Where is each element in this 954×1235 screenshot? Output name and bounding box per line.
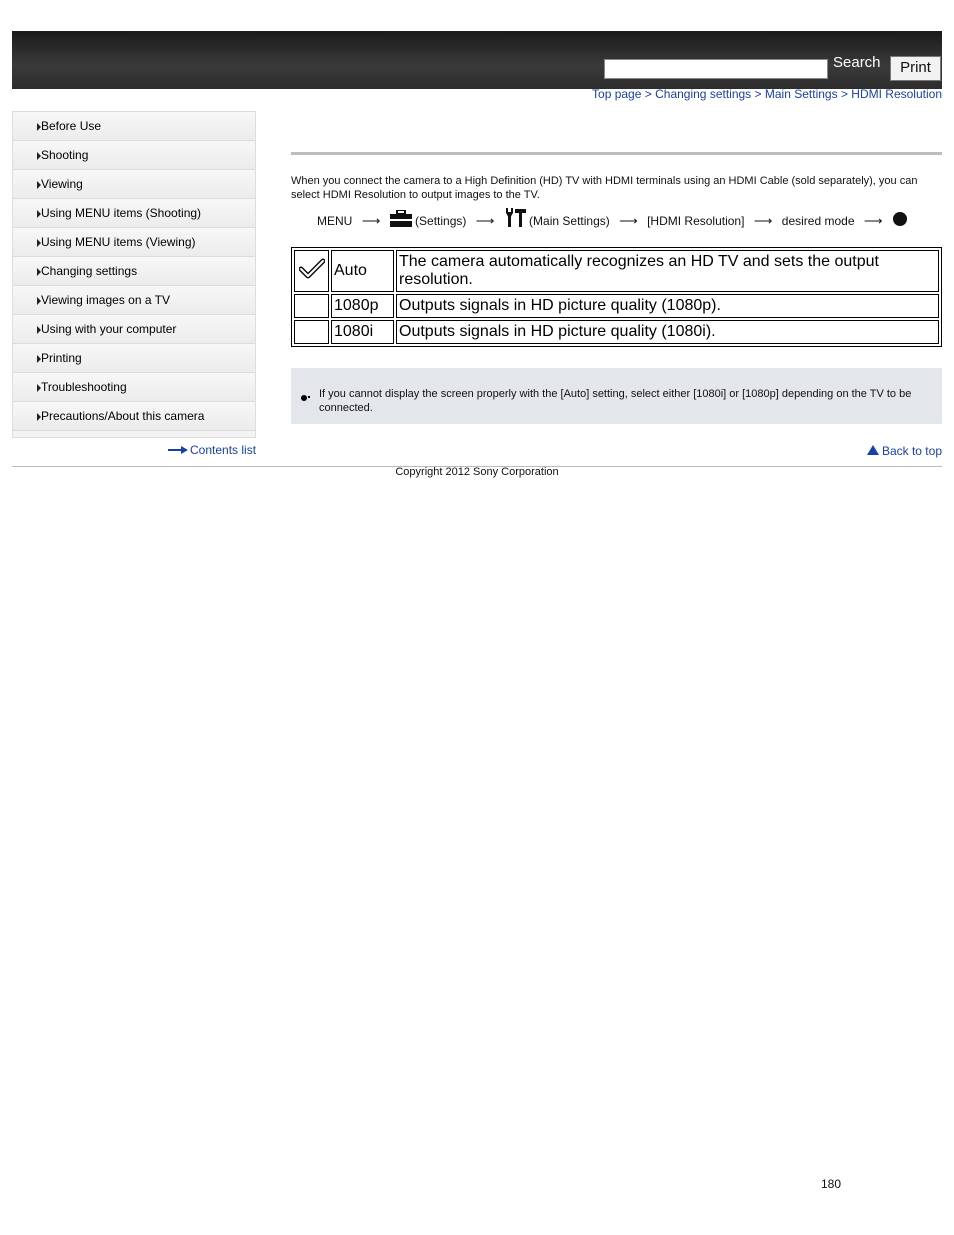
back-to-top-label: Back to top bbox=[881, 444, 942, 458]
sidebar-item-label: Changing settings bbox=[41, 264, 138, 278]
sidebar-item-label: Viewing bbox=[41, 177, 83, 191]
mode-description: Outputs signals in HD picture quality (1080p). bbox=[396, 294, 939, 318]
breadcrumb-separator: > bbox=[840, 87, 848, 101]
sidebar-item-shooting[interactable] bbox=[13, 141, 255, 170]
checkmark-icon bbox=[299, 258, 325, 280]
sidebar bbox=[12, 111, 256, 438]
sidebar-item-menu-shooting[interactable] bbox=[13, 199, 255, 228]
mode-table bbox=[291, 247, 942, 347]
sidebar-item-printing[interactable] bbox=[13, 344, 255, 373]
menu-path-hdmi: [HDMI Resolution] bbox=[647, 214, 745, 228]
note-box bbox=[291, 368, 942, 424]
sidebar-item-changing-settings[interactable] bbox=[13, 257, 255, 286]
triangle-right-icon bbox=[37, 123, 41, 131]
menu-path-desired: desired mode bbox=[781, 214, 855, 228]
bullet-icon bbox=[301, 395, 307, 401]
triangle-right-icon bbox=[37, 210, 41, 218]
contents-list-label: Contents list bbox=[190, 443, 257, 457]
arrow-right-icon: ⟶ bbox=[753, 213, 773, 228]
triangle-right-icon bbox=[37, 268, 41, 276]
sidebar-item-label: Using with your computer bbox=[41, 322, 177, 336]
intro-text: When you connect the camera to a High Definition (HD) TV with HDMI terminals using an HDMI Cable (sold separately), you can select HDMI Resolution to output images to the TV. bbox=[291, 175, 918, 201]
table-row bbox=[294, 250, 939, 292]
sidebar-item-label: Viewing images on a TV bbox=[41, 293, 170, 307]
menu-path-settings: (Settings) bbox=[415, 214, 467, 228]
mode-description: The camera automatically recognizes an HD TV and sets the output resolution. bbox=[396, 250, 939, 292]
triangle-right-icon bbox=[37, 181, 41, 189]
sidebar-item-label: Precautions/About this camera bbox=[41, 409, 205, 423]
breadcrumb-hdmi-resolution[interactable]: HDMI Resolution bbox=[851, 87, 942, 101]
triangle-right-icon bbox=[37, 355, 41, 363]
arrow-right-icon: ⟶ bbox=[863, 213, 883, 228]
sidebar-item-before-use[interactable] bbox=[13, 112, 255, 141]
copyright-text: Copyright 2012 Sony Corporation bbox=[395, 466, 559, 478]
print-button[interactable]: Print bbox=[890, 56, 941, 81]
arrow-right-icon: ⟶ bbox=[361, 213, 381, 228]
arrow-right-icon bbox=[168, 446, 188, 454]
menu-path-main-settings: (Main Settings) bbox=[529, 214, 610, 228]
mode-name: 1080p bbox=[331, 294, 394, 318]
menu-path-menu: MENU bbox=[317, 214, 353, 228]
sidebar-item-troubleshooting[interactable] bbox=[13, 373, 255, 402]
back-to-top-link[interactable] bbox=[867, 444, 942, 458]
sidebar-item-computer[interactable] bbox=[13, 315, 255, 344]
arrow-right-icon: ⟶ bbox=[475, 213, 495, 228]
search-input[interactable] bbox=[604, 59, 828, 79]
menu-path bbox=[317, 208, 908, 233]
sidebar-item-label: Troubleshooting bbox=[41, 380, 127, 394]
breadcrumb-separator: > bbox=[644, 87, 652, 101]
triangle-right-icon bbox=[37, 239, 41, 247]
mode-icon-cell bbox=[294, 320, 329, 344]
page-number: 180 bbox=[821, 1177, 842, 1191]
breadcrumb bbox=[592, 87, 942, 101]
triangle-right-icon bbox=[37, 152, 41, 160]
sidebar-item-label: Using MENU items (Shooting) bbox=[41, 206, 202, 220]
sidebar-item-menu-viewing[interactable] bbox=[13, 228, 255, 257]
breadcrumb-main-settings[interactable]: Main Settings bbox=[764, 87, 838, 101]
breadcrumb-top-page[interactable]: Top page bbox=[592, 87, 642, 101]
arrow-right-icon: ⟶ bbox=[619, 213, 638, 228]
sidebar-item-label: Using MENU items (Viewing) bbox=[41, 235, 196, 249]
sidebar-item-precautions[interactable] bbox=[13, 402, 255, 431]
title-divider bbox=[291, 152, 942, 155]
note-text: If you cannot display the screen properly with the [Auto] setting, select either [1080i] or [1080p] depending on the TV to be connected. bbox=[319, 388, 912, 414]
center-button-icon bbox=[892, 211, 908, 227]
sidebar-item-viewing-on-tv[interactable] bbox=[13, 286, 255, 315]
breadcrumb-changing-settings[interactable]: Changing settings bbox=[655, 87, 752, 101]
sidebar-item-label: Shooting bbox=[41, 148, 89, 162]
mode-name: Auto bbox=[331, 250, 394, 292]
triangle-right-icon bbox=[37, 297, 41, 305]
table-row bbox=[294, 294, 939, 318]
search-button[interactable]: Search bbox=[833, 54, 881, 71]
triangle-right-icon bbox=[37, 384, 41, 392]
toolbox-icon bbox=[390, 210, 412, 227]
mode-name: 1080i bbox=[331, 320, 394, 344]
mode-icon-cell bbox=[294, 250, 329, 292]
contents-list-link[interactable] bbox=[168, 443, 256, 457]
triangle-right-icon bbox=[37, 326, 41, 334]
sidebar-item-viewing[interactable] bbox=[13, 170, 255, 199]
sidebar-item-label: Before Use bbox=[41, 119, 102, 133]
sidebar-item-label: Printing bbox=[41, 351, 82, 365]
triangle-right-icon bbox=[37, 413, 41, 421]
wrench-hammer-icon bbox=[504, 208, 526, 227]
mode-description: Outputs signals in HD picture quality (1080i). bbox=[396, 320, 939, 344]
table-row bbox=[294, 320, 939, 344]
mode-icon-cell bbox=[294, 294, 329, 318]
breadcrumb-separator: > bbox=[754, 87, 762, 101]
triangle-up-icon bbox=[867, 445, 879, 455]
